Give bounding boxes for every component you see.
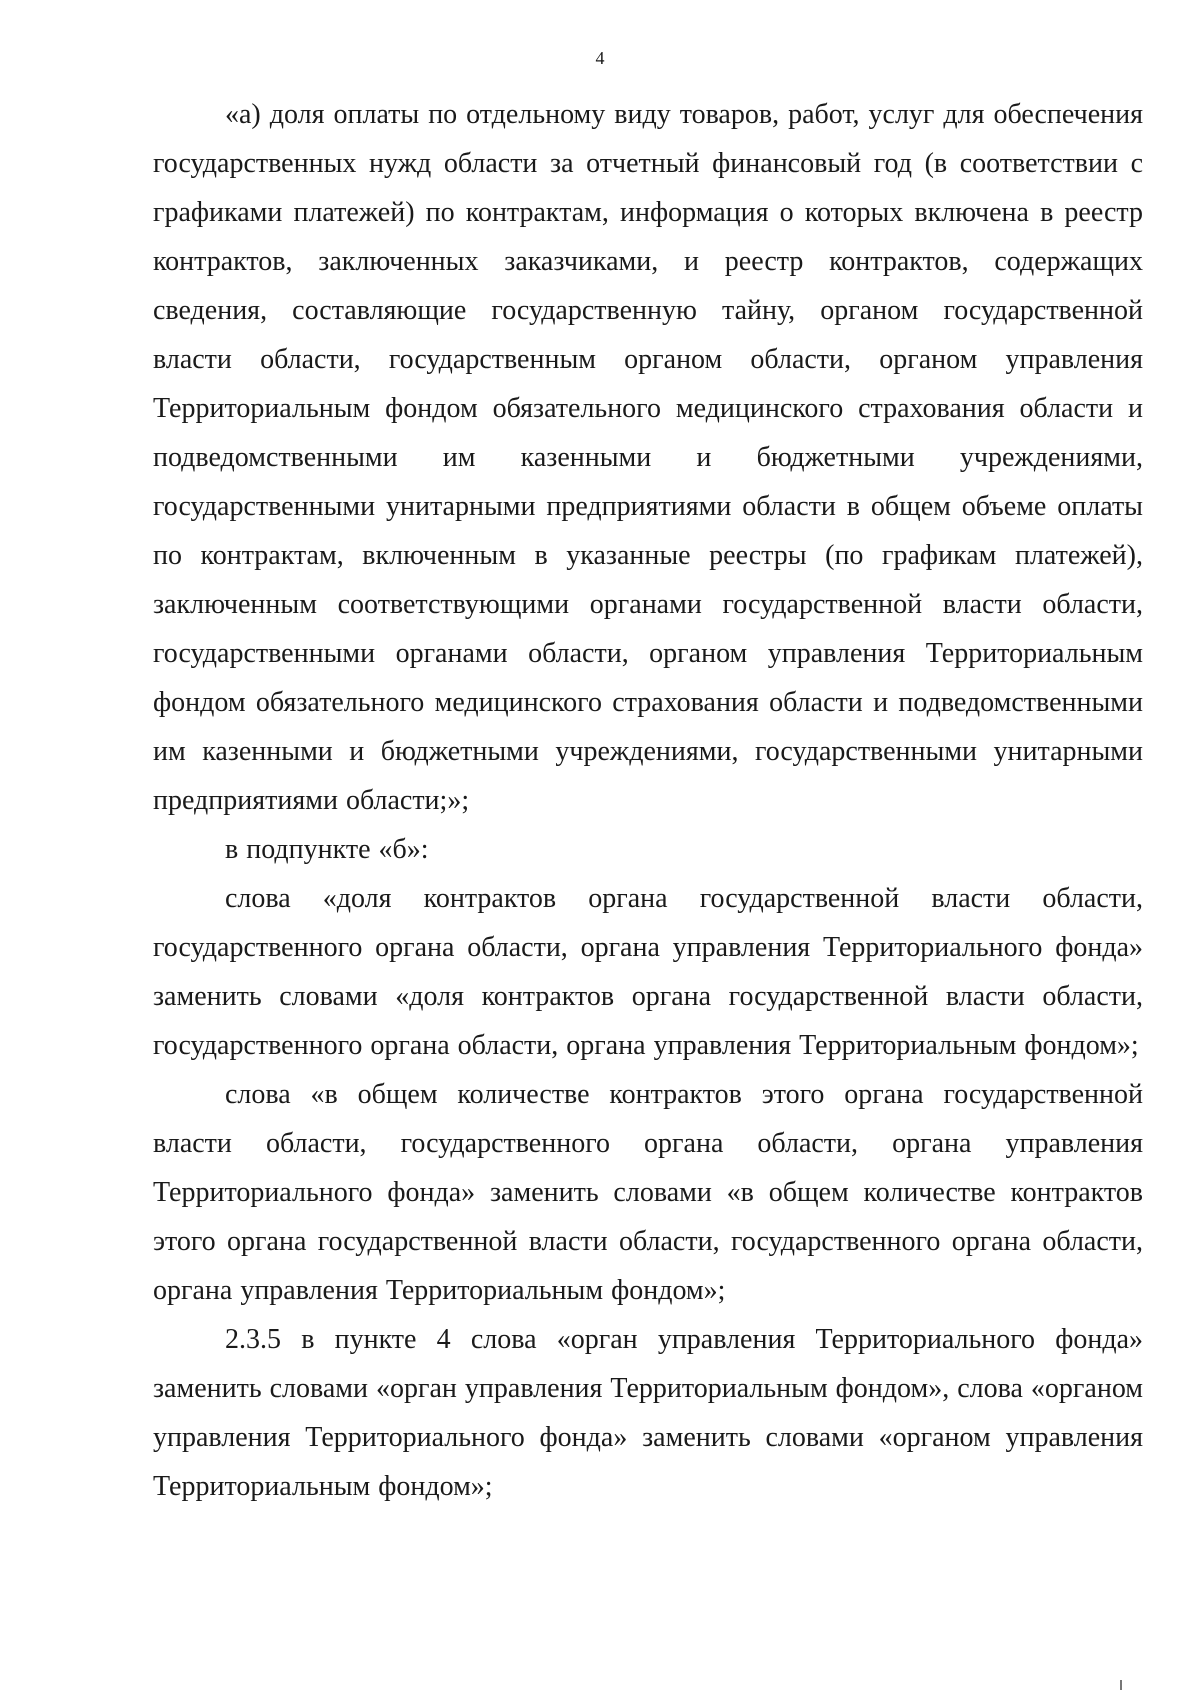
document-body [153,90,1143,1511]
paragraph-2-3-5: 2.3.5 в пункте 4 слова «орган управления Территориального фонда» заменить словами «орган управления Территориальным фондом», слова «органом управления Территориального фонда» заменить словами «органом управления Территориальным фондом»; [153,1324,1143,1502]
scan-mark [1120,1680,1122,1690]
paragraph-replace-total: слова «в общем количестве контрактов этого органа государственной власти области, государственного органа области, органа управления Территориального фонда» заменить словами «в общем количестве контрактов этого органа государственной власти области, государственного органа области, органа управления Территориальным фондом»; [153,1079,1143,1306]
paragraph-subpoint-a: «а) доля оплаты по отдельному виду товаров, работ, услуг для обеспечения государственных нужд области за отчетный финансовый год (в соответствии с графиками платежей) по контрактам, информация о которых включена в реестр контрактов, заключенных заказчиками, и реестр контрактов, содержащих сведения, составляющие государственную тайну, органом государственной власти области, государственным органом области, органом управления Территориальным фондом обязательного медицинского страхования области и подведомственными им казенными и бюджетными учреждениями, государственными унитарными предприятиями области в общем объеме оплаты по контрактам, включенным в указанные реестры (по графикам платежей), заключенным соответствующими органами государственной власти области, государственными органами области, органом управления Территориальным фондом обязательного медицинского страхования области и подведомственными им казенными и бюджетными учреждениями, государственными унитарными предприятиями области;»; [153,99,1143,816]
paragraph-replace-share: слова «доля контрактов органа государственной власти области, государственного органа области, органа управления Территориального фонда» заменить словами «доля контрактов органа государственной власти области, государственного органа области, органа управления Территориальным фондом»; [153,883,1143,1061]
paragraph-subpoint-b-heading: в подпункте «б»: [225,834,429,865]
page-number: 4 [595,48,605,68]
